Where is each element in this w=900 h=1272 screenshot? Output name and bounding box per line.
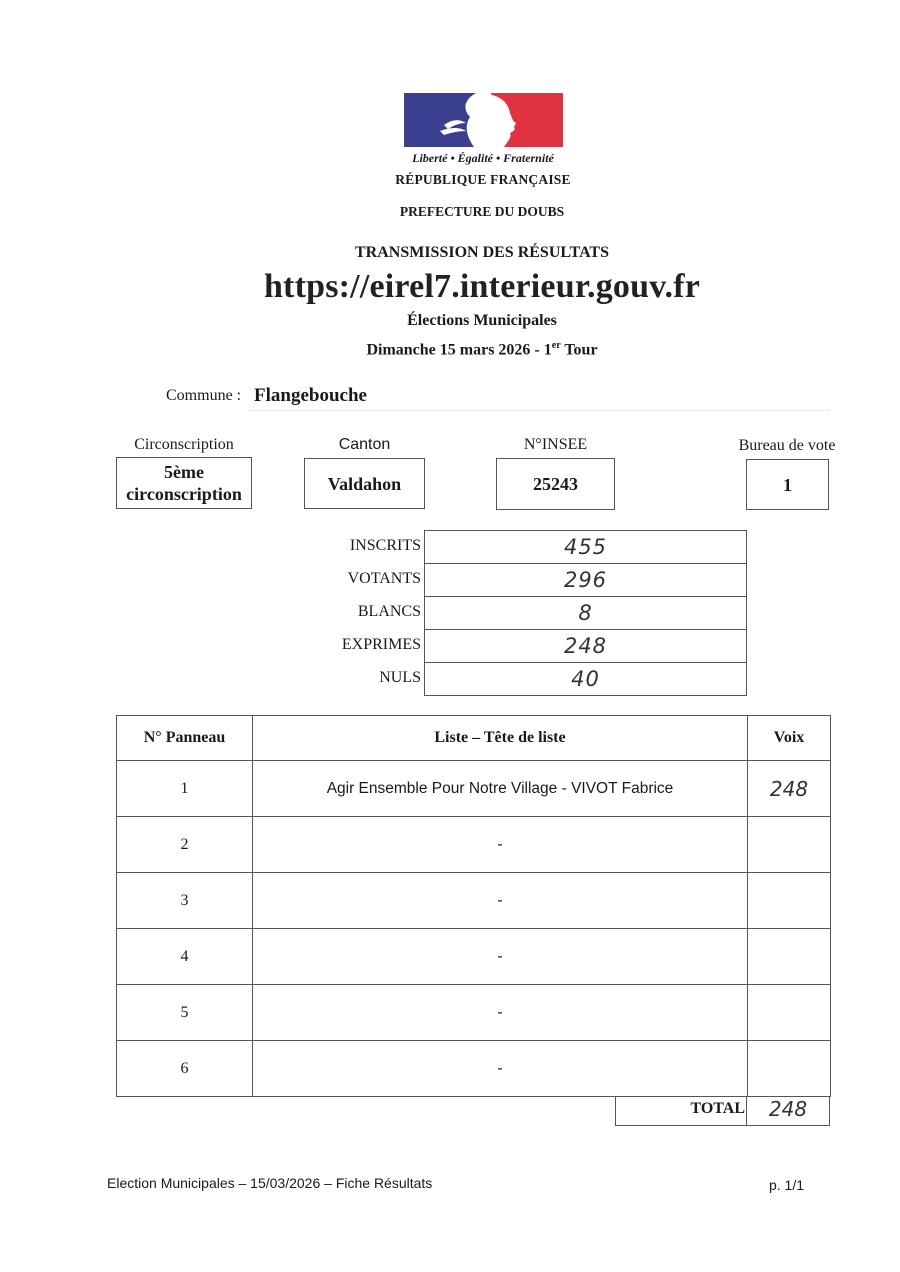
footer-page-number: p. 1/1 [768,1177,804,1193]
table-row [117,817,831,873]
stat-value-inscrits: 455 [424,530,747,564]
canton-label: Canton [338,436,391,453]
stat-label-exprimes: EXPRIMES [341,636,421,653]
panneau-number: 6 [117,1041,253,1097]
voix-count [748,985,831,1041]
voix-count: 248 [748,761,831,817]
table-row [117,761,831,817]
liste-name: - [253,929,748,985]
stat-label-inscrits: INSCRITS [349,537,421,554]
circonscription-label: Circonscription [134,436,234,453]
table-row [117,873,831,929]
republic-name: RÉPUBLIQUE FRANÇAISE [395,172,571,187]
election-date [280,340,684,359]
liste-name: - [253,817,748,873]
panneau-number: 4 [117,929,253,985]
commune-name: Flangebouche [254,385,367,406]
prefecture-title: PREFECTURE DU DOUBS [399,204,565,219]
circonscription-value: 5ème circonscription [116,457,252,509]
results-table [116,715,831,1097]
panneau-number: 5 [117,985,253,1041]
voix-count [748,873,831,929]
commune-underline [250,410,830,411]
header-liste: Liste – Tête de liste [253,716,748,761]
table-row [117,929,831,985]
total-divider [746,1096,747,1126]
liste-name: - [253,873,748,929]
bureau-value: 1 [746,459,829,510]
liste-name: Agir Ensemble Pour Notre Village - VIVOT Fabrice [253,761,748,817]
liste-name: - [253,1041,748,1097]
voix-count [748,817,831,873]
transmission-title: TRANSMISSION DES RÉSULTATS [354,244,609,261]
canton-value: Valdahon [304,458,425,509]
footer-document-title: Election Municipales – 15/03/2026 – Fiche Résultats [107,1175,433,1191]
voix-count [748,929,831,985]
results-url: https://eirel7.interieur.gouv.fr [263,268,701,305]
date-suffix: Tour [560,341,598,359]
header-panneau: N° Panneau [117,716,253,761]
stat-value-votants: 296 [424,563,747,597]
insee-value: 25243 [496,458,615,510]
insee-label: N°INSEE [523,436,588,453]
republic-motto: Liberté • Égalité • Fraternité [412,151,554,165]
panneau-number: 1 [117,761,253,817]
stat-label-votants: VOTANTS [347,570,421,587]
stat-value-blancs: 8 [424,596,747,630]
stat-value-nuls: 40 [424,662,747,696]
stat-label-blancs: BLANCS [357,603,421,620]
voix-count [748,1041,831,1097]
stat-label-nuls: NULS [379,669,421,686]
stat-value-exprimes: 248 [424,629,747,663]
liste-name: - [253,985,748,1041]
panneau-number: 3 [117,873,253,929]
election-name: Élections Municipales [407,312,557,329]
panneau-number: 2 [117,817,253,873]
table-row [117,985,831,1041]
bureau-label: Bureau de vote [738,437,836,454]
commune-label: Commune : [166,387,242,404]
total-value: 248 [768,1097,808,1121]
header-voix: Voix [748,716,831,761]
results-header-row [117,716,831,761]
date-ordinal: er [551,340,561,351]
date-text: Dimanche 15 mars 2026 - 1 [366,341,552,359]
total-label: TOTAL [690,1100,745,1117]
marianne-logo [404,93,563,147]
table-row [117,1041,831,1097]
